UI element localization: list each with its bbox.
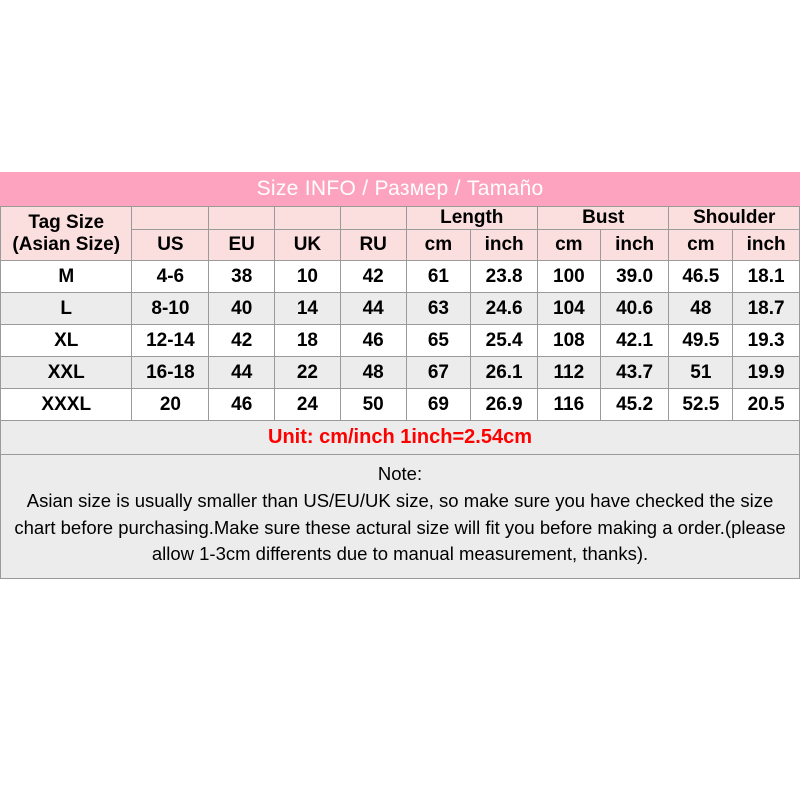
spacer-us bbox=[132, 207, 209, 230]
column-header-shoulder-inch: inch bbox=[733, 230, 800, 261]
group-header-bust: Bust bbox=[538, 207, 669, 230]
cell-eu: 46 bbox=[209, 389, 275, 421]
cell-us: 12-14 bbox=[132, 325, 209, 357]
cell-shoulder-cm: 51 bbox=[669, 357, 733, 389]
column-header-length-cm: cm bbox=[406, 230, 471, 261]
note-body: Asian size is usually smaller than US/EU/UK size, so make sure you have checked the size chart before purchasing.Make sure these actural size will fit you before making a order.(please allow 1-3cm differents due to manual measurement, thanks). bbox=[14, 489, 786, 565]
cell-shoulder-cm: 46.5 bbox=[669, 261, 733, 293]
cell-bust-inch: 42.1 bbox=[600, 325, 669, 357]
cell-tag: XXL bbox=[1, 357, 132, 389]
cell-ru: 48 bbox=[340, 357, 406, 389]
cell-tag: XXXL bbox=[1, 389, 132, 421]
size-table bbox=[0, 206, 800, 421]
cell-length-inch: 24.6 bbox=[471, 293, 538, 325]
cell-uk: 22 bbox=[275, 357, 341, 389]
cell-tag: XL bbox=[1, 325, 132, 357]
chart-title: Size INFO / Размер / Tamaño bbox=[256, 177, 544, 200]
table-row bbox=[1, 389, 800, 421]
column-header-length-inch: inch bbox=[471, 230, 538, 261]
table-row bbox=[1, 325, 800, 357]
table-body bbox=[1, 261, 800, 421]
cell-bust-inch: 40.6 bbox=[600, 293, 669, 325]
cell-uk: 24 bbox=[275, 389, 341, 421]
table-row bbox=[1, 357, 800, 389]
column-header-shoulder-cm: cm bbox=[669, 230, 733, 261]
cell-tag: L bbox=[1, 293, 132, 325]
header-row-groups bbox=[1, 207, 800, 230]
cell-length-cm: 65 bbox=[406, 325, 471, 357]
cell-us: 8-10 bbox=[132, 293, 209, 325]
cell-length-inch: 25.4 bbox=[471, 325, 538, 357]
cell-ru: 46 bbox=[340, 325, 406, 357]
cell-us: 16-18 bbox=[132, 357, 209, 389]
cell-us: 20 bbox=[132, 389, 209, 421]
cell-ru: 50 bbox=[340, 389, 406, 421]
cell-bust-cm: 104 bbox=[538, 293, 601, 325]
cell-eu: 38 bbox=[209, 261, 275, 293]
cell-shoulder-inch: 18.1 bbox=[733, 261, 800, 293]
cell-shoulder-cm: 48 bbox=[669, 293, 733, 325]
cell-eu: 44 bbox=[209, 357, 275, 389]
table-header bbox=[1, 207, 800, 261]
cell-shoulder-inch: 18.7 bbox=[733, 293, 800, 325]
unit-note: Unit: cm/inch 1inch=2.54cm bbox=[0, 421, 800, 455]
cell-length-cm: 69 bbox=[406, 389, 471, 421]
tag-size-header: Tag Size (Asian Size) bbox=[1, 207, 132, 261]
note-title: Note: bbox=[377, 463, 423, 484]
column-header-bust-inch: inch bbox=[600, 230, 669, 261]
column-header-eu: EU bbox=[209, 230, 275, 261]
group-header-shoulder: Shoulder bbox=[669, 207, 800, 230]
cell-length-cm: 63 bbox=[406, 293, 471, 325]
cell-length-cm: 61 bbox=[406, 261, 471, 293]
cell-bust-inch: 39.0 bbox=[600, 261, 669, 293]
cell-bust-inch: 43.7 bbox=[600, 357, 669, 389]
column-header-bust-cm: cm bbox=[538, 230, 601, 261]
cell-shoulder-inch: 20.5 bbox=[733, 389, 800, 421]
cell-length-inch: 26.1 bbox=[471, 357, 538, 389]
cell-ru: 42 bbox=[340, 261, 406, 293]
cell-uk: 18 bbox=[275, 325, 341, 357]
chart-title-bar bbox=[0, 172, 800, 206]
cell-bust-cm: 108 bbox=[538, 325, 601, 357]
cell-shoulder-cm: 52.5 bbox=[669, 389, 733, 421]
cell-tag: M bbox=[1, 261, 132, 293]
cell-ru: 44 bbox=[340, 293, 406, 325]
size-chart-container bbox=[0, 172, 800, 579]
cell-bust-inch: 45.2 bbox=[600, 389, 669, 421]
cell-length-cm: 67 bbox=[406, 357, 471, 389]
spacer-eu bbox=[209, 207, 275, 230]
column-header-uk: UK bbox=[275, 230, 341, 261]
group-header-length: Length bbox=[406, 207, 537, 230]
cell-shoulder-inch: 19.9 bbox=[733, 357, 800, 389]
spacer-uk bbox=[275, 207, 341, 230]
cell-uk: 14 bbox=[275, 293, 341, 325]
cell-length-inch: 26.9 bbox=[471, 389, 538, 421]
table-row bbox=[1, 293, 800, 325]
cell-bust-cm: 116 bbox=[538, 389, 601, 421]
cell-bust-cm: 100 bbox=[538, 261, 601, 293]
column-header-ru: RU bbox=[340, 230, 406, 261]
cell-shoulder-inch: 19.3 bbox=[733, 325, 800, 357]
column-header-us: US bbox=[132, 230, 209, 261]
cell-shoulder-cm: 49.5 bbox=[669, 325, 733, 357]
cell-uk: 10 bbox=[275, 261, 341, 293]
note-box bbox=[0, 455, 800, 579]
cell-eu: 40 bbox=[209, 293, 275, 325]
spacer-ru bbox=[340, 207, 406, 230]
table-row bbox=[1, 261, 800, 293]
cell-eu: 42 bbox=[209, 325, 275, 357]
cell-us: 4-6 bbox=[132, 261, 209, 293]
cell-length-inch: 23.8 bbox=[471, 261, 538, 293]
cell-bust-cm: 112 bbox=[538, 357, 601, 389]
